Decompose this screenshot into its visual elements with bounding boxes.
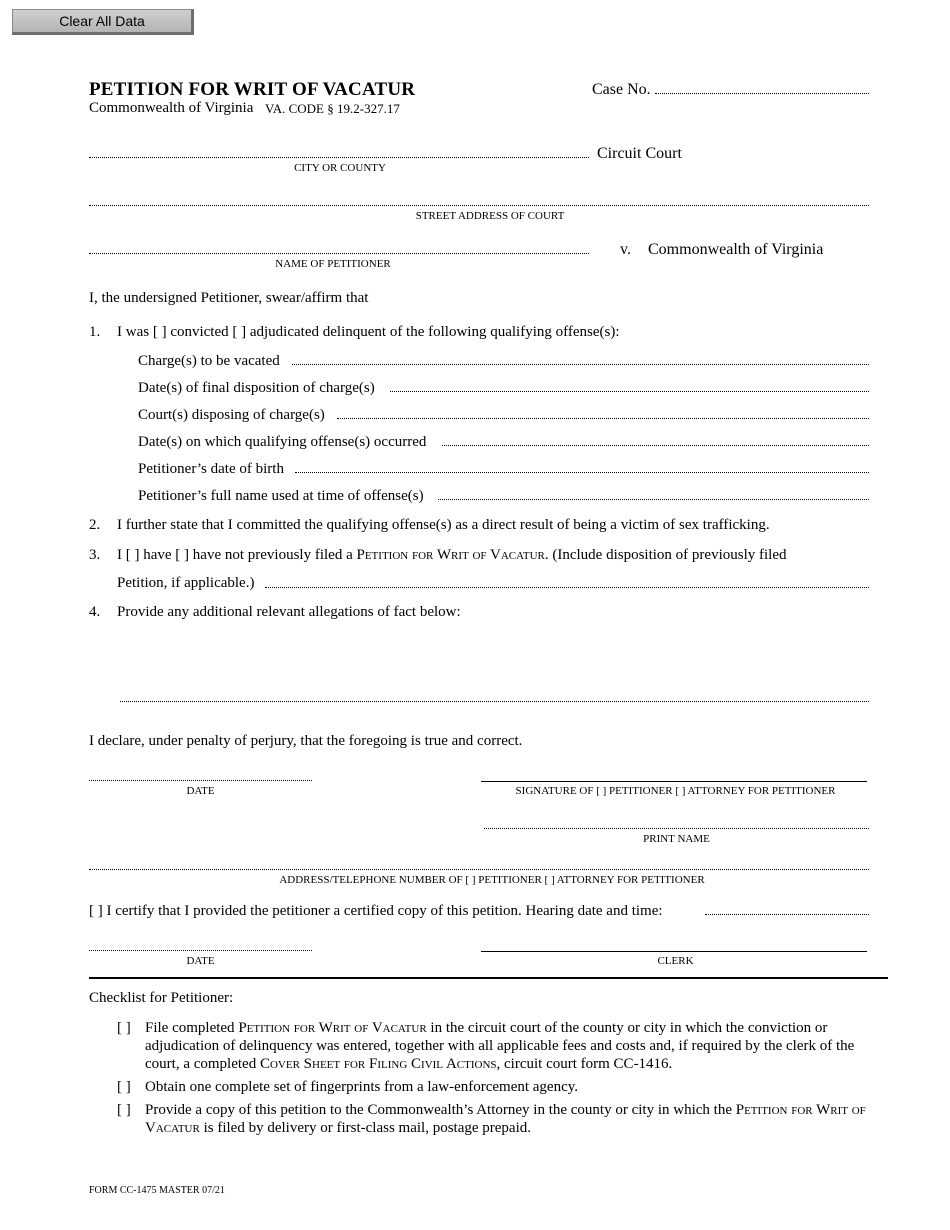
clerk-date-field[interactable]	[89, 950, 312, 951]
checklist-checkbox[interactable]: [ ]	[117, 1102, 131, 1118]
date-of-birth-field[interactable]	[295, 472, 869, 473]
offense-dates-label: Date(s) on which qualifying offense(s) occurred	[138, 434, 427, 450]
case-no-field[interactable]	[655, 93, 869, 94]
item3-text	[117, 547, 787, 564]
checklist-item	[117, 1078, 887, 1096]
signature-caption: SIGNATURE OF [ ] PETITIONER [ ] ATTORNEY FOR PETITIONER	[515, 785, 836, 797]
item-number: 4.	[89, 604, 101, 620]
city-or-county-field[interactable]	[89, 157, 589, 158]
disposing-court-field[interactable]	[337, 418, 869, 419]
intro-statement: I, the undersigned Petitioner, swear/affirm that	[89, 290, 369, 306]
item4-text: Provide any additional relevant allegations of fact below:	[117, 604, 461, 620]
hearing-date-field[interactable]	[705, 914, 869, 915]
declaration: I declare, under penalty of perjury, that the foregoing is true and correct.	[89, 733, 523, 749]
checklist-item-part: Obtain one complete set of fingerprints from a law-enforcement agency.	[145, 1079, 579, 1095]
checklist-item-part: is filed by delivery or first-class mail, postage prepaid.	[199, 1120, 532, 1136]
city-or-county-caption: CITY OR COUNTY	[294, 162, 386, 174]
petition-title-smallcaps: Petition for Writ of Vacatur	[145, 1102, 866, 1136]
address-telephone-field[interactable]	[89, 869, 869, 870]
jurisdiction: Commonwealth of Virginia	[89, 100, 254, 116]
previous-petition-field[interactable]	[265, 587, 869, 588]
clerk-date-caption: DATE	[186, 955, 215, 967]
additional-allegations-field[interactable]	[120, 701, 869, 702]
checklist-heading: Checklist for Petitioner:	[89, 990, 234, 1006]
final-disposition-field[interactable]	[390, 391, 869, 392]
circuit-court-label: Circuit Court	[597, 145, 682, 162]
charges-field[interactable]	[292, 364, 869, 365]
certify-statement: [ ] I certify that I provided the petitioner a certified copy of this petition. Hearing date and time:	[89, 903, 663, 919]
signature-field[interactable]	[481, 781, 867, 782]
cover-sheet-smallcaps: Cover Sheet for Filing Civil Actions	[259, 1056, 497, 1072]
address-telephone-caption: ADDRESS/TELEPHONE NUMBER OF [ ] PETITIONER [ ] ATTORNEY FOR PETITIONER	[279, 874, 705, 886]
petition-title-smallcaps: Petition for Writ of Vacatur	[238, 1020, 427, 1036]
item1-text: I was [ ] convicted [ ] adjudicated delinquent of the following qualifying offense(s):	[117, 324, 620, 340]
item3-text-a: I [ ] have [ ] have not previously filed a	[117, 547, 357, 563]
item3-text-b: . (Include disposition of previously filed	[544, 547, 787, 563]
street-address-caption: STREET ADDRESS OF COURT	[415, 210, 565, 222]
date-of-birth-label: Petitioner’s date of birth	[138, 461, 284, 477]
item2-text: I further state that I committed the qualifying offense(s) as a direct result of being a victim of sex trafficking.	[117, 517, 770, 533]
case-no-label: Case No.	[592, 81, 651, 98]
clerk-signature-field[interactable]	[481, 951, 867, 952]
charges-label: Charge(s) to be vacated	[138, 353, 280, 369]
disposing-court-label: Court(s) disposing of charge(s)	[138, 407, 325, 423]
petition-title-smallcaps: Petition for Writ of Vacatur	[356, 547, 545, 563]
full-name-label: Petitioner’s full name used at time of offense(s)	[138, 488, 424, 504]
form-id: FORM CC-1475 MASTER 07/21	[89, 1185, 225, 1196]
date-field[interactable]	[89, 780, 312, 781]
section-divider	[89, 977, 888, 979]
checklist-item-part: File completed	[145, 1020, 239, 1036]
date-caption: DATE	[186, 785, 215, 797]
petitioner-name-field[interactable]	[89, 253, 589, 254]
item-number: 3.	[89, 547, 101, 563]
checklist-item-text	[145, 1101, 887, 1137]
page-title: PETITION FOR WRIT OF VACATUR	[89, 79, 416, 100]
checklist-checkbox[interactable]: [ ]	[117, 1079, 131, 1095]
item-number: 2.	[89, 517, 101, 533]
clerk-caption: CLERK	[657, 955, 694, 967]
item3-line2: Petition, if applicable.)	[117, 575, 255, 591]
checklist-item-part: , circuit court form CC-1416.	[496, 1056, 673, 1072]
versus-label: v.	[620, 241, 631, 258]
checklist-item-text	[145, 1078, 887, 1096]
checklist-item-part: in the circuit court of the county or city in which the conviction or adjudication of delinquency was entered, together with all applicable fees and costs and, if required by the clerk of the court, a completed	[145, 1020, 855, 1072]
petitioner-name-caption: NAME OF PETITIONER	[275, 258, 391, 270]
street-address-field[interactable]	[89, 205, 869, 206]
print-name-caption: PRINT NAME	[643, 833, 710, 845]
checklist-item	[117, 1019, 887, 1073]
full-name-field[interactable]	[438, 499, 869, 500]
checklist-item-part: Provide a copy of this petition to the Commonwealth’s Attorney in the county or city in which the	[145, 1102, 736, 1118]
checklist-checkbox[interactable]: [ ]	[117, 1020, 131, 1036]
print-name-field[interactable]	[484, 828, 869, 829]
va-code: VA. CODE § 19.2-327.17	[265, 101, 400, 116]
checklist-item	[117, 1101, 887, 1137]
respondent-name: Commonwealth of Virginia	[648, 241, 824, 258]
clear-all-data-button[interactable]: Clear All Data	[12, 9, 194, 35]
final-disposition-label: Date(s) of final disposition of charge(s)	[138, 380, 375, 396]
offense-dates-field[interactable]	[442, 445, 869, 446]
checklist-item-text	[145, 1019, 887, 1073]
item-number: 1.	[89, 324, 101, 340]
